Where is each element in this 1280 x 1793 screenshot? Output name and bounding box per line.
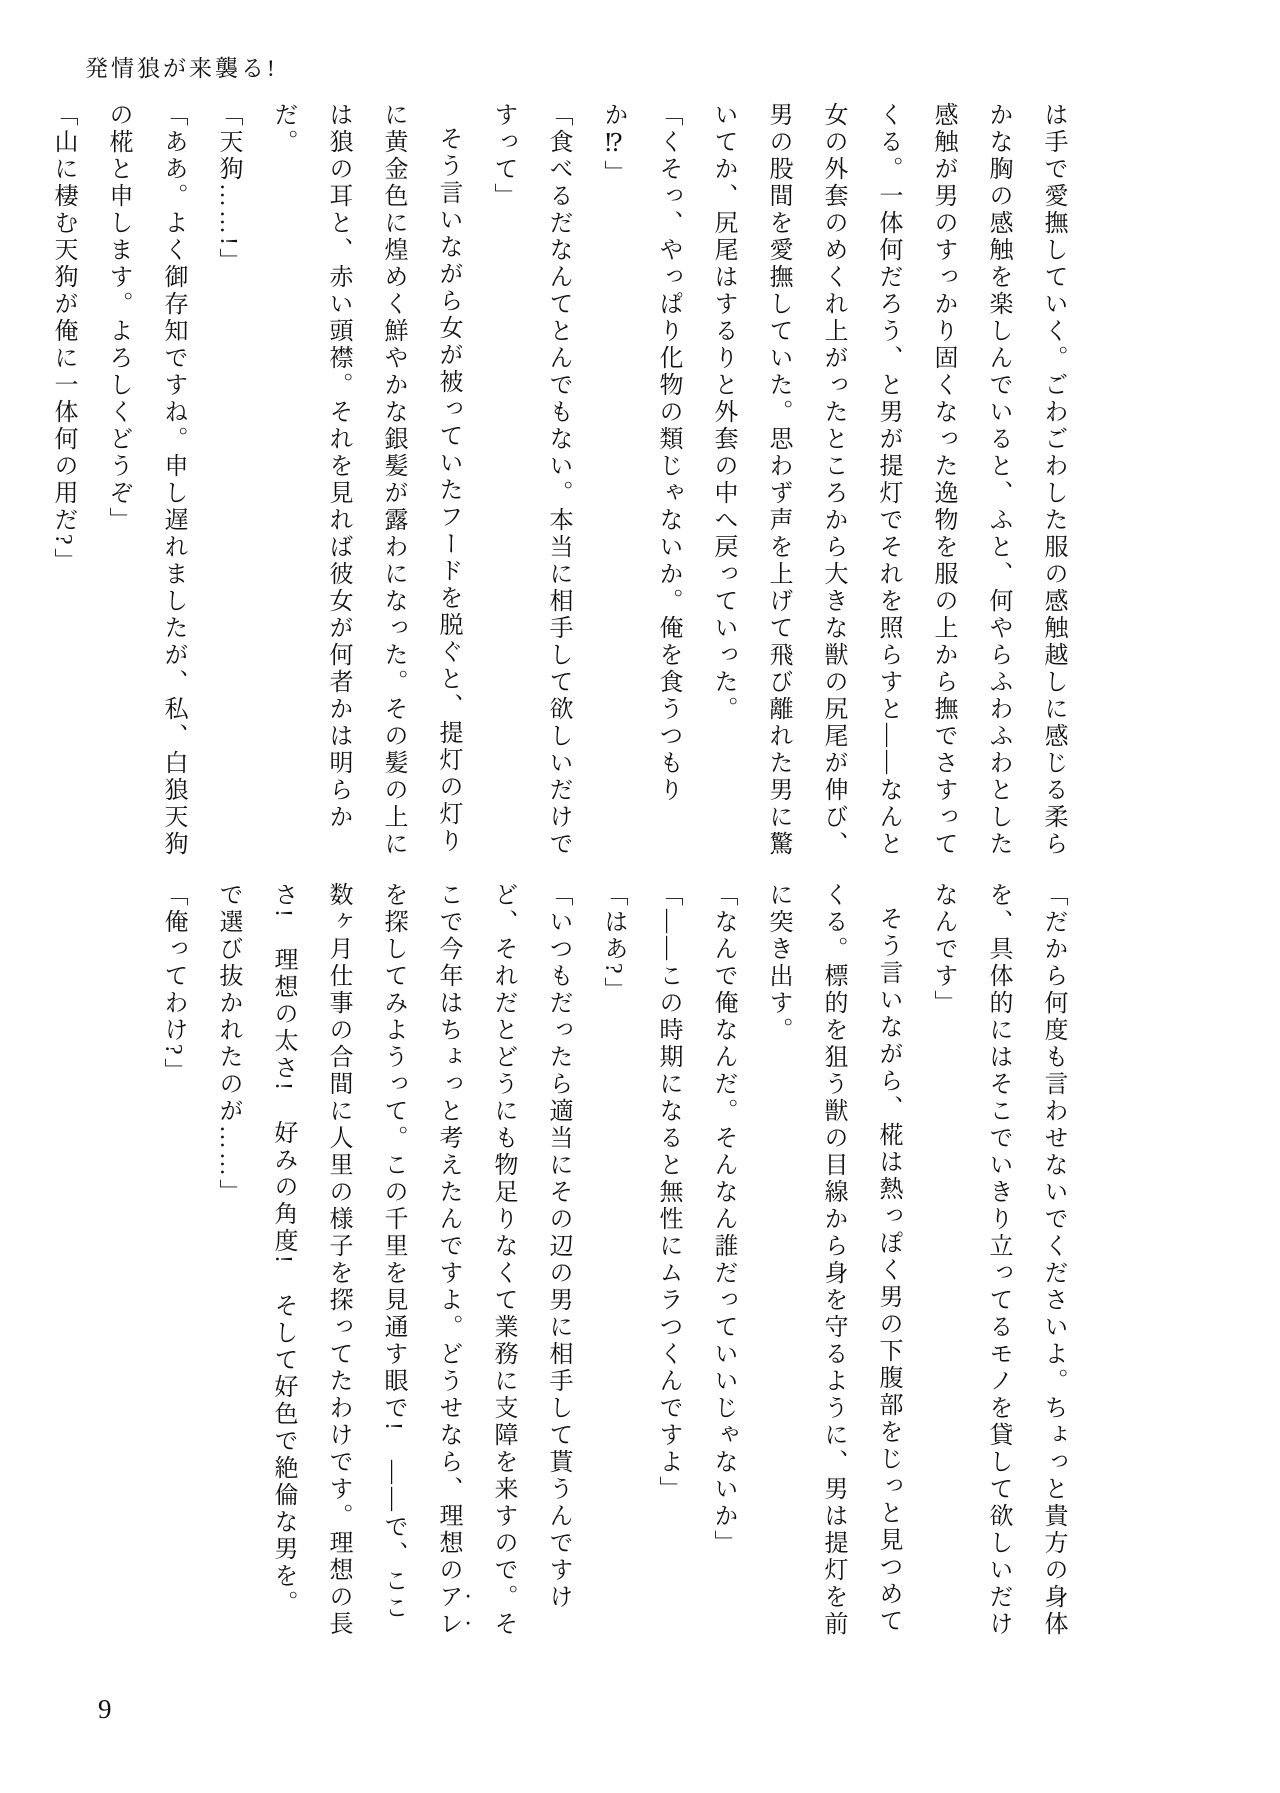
dialogue-text-pre: 「いつもだったら適当にその辺の男に相手して貰うんですけど、それだとどうにも物足りなくて業務に支障を来すので。そこで今年はちょっと考えたんですよ。どうせなら、理想の: [435, 882, 571, 1638]
paragraph-dialogue: 「山に棲む天狗が俺に一体何の用だ?」: [50, 102, 76, 575]
paragraph-dialogue: 「だから何度も言わせないでくださいよ。ちょっと貴方の身体を、具体的にはそこでいきり立ってるモノを貸して欲しいだけなんです」: [930, 882, 1066, 1638]
paragraph-dialogue: [200, 882, 585, 1640]
paragraph-dialogue: 「俺ってわけ?」: [160, 882, 186, 1085]
text-block-upper: [35, 102, 1080, 860]
page-number: 9: [98, 1694, 112, 1724]
header-title: 発情狼が来襲る!: [85, 56, 278, 81]
text-block-lower: [145, 882, 1080, 1640]
paragraph-dialogue: 「――この時期になると無性にムラつくんですよ」: [655, 882, 681, 1503]
paragraph-dialogue: 「天狗……!」: [215, 102, 241, 275]
paragraph-narrative: は手で愛撫していく。ごわごわした服の感触越しに感じる柔らかな胸の感触を楽しんでいると、ふと、何やらふわふわとした感触が男のすっかり固くなった逸物を服の上から撫でさすってくる。一体何だろう、と男が提灯でそれを照らすと――なんと女の外套のめくれ上がったところから大きな獣の尻尾が伸び、男の股間を愛撫していた。思わず声を上げて飛び離れた男に驚いてか、尻尾はするりと外套の中へ戻っていった。: [710, 102, 1066, 858]
paragraph-dialogue: 「ああ。よく御存知ですね。申し遅れましたが、私、白狼天狗の椛と申します。よろしくどうぞ」: [105, 102, 186, 858]
emphasized-word: アレ: [435, 1584, 461, 1638]
paragraph-dialogue: 「食べるだなんてとんでもない。本当に相手して欲しいだけですって」: [490, 102, 571, 858]
running-header: [85, 50, 278, 83]
dialogue-text-post: を探してみようって。この千里を見通す眼で! ――で、ここ数ヶ月仕事の合間に人里の様子を探ってたわけです。理想の長さ! 理想の太さ! 好みの角度! そして好色で絶倫な男を。で選び抜かれたのが……」: [215, 882, 406, 1638]
paragraph-narrative: そう言いながら女が被っていたフードを脱ぐと、提灯の灯りに黄金色に煌めく鮮やかな銀髪が露わになった。その髪の上には狼の耳と、赤い頭襟。それを見れば彼女が何者かは明らかだ。: [270, 102, 461, 858]
paragraph-dialogue: 「くそっ、やっぱり化物の類じゃないか。俺を食うつもりか⁉」: [600, 102, 681, 804]
paragraph-narrative: そう言いながら、椛は熱っぽく男の下腹部をじっと見つめてくる。標的を狙う獣の目線から身を守るように、男は提灯を前に突き出す。: [765, 882, 901, 1638]
paragraph-dialogue: 「はあ?」: [600, 882, 626, 1004]
paragraph-dialogue: 「なんで俺なんだ。そんなん誰だっていいじゃないか」: [710, 882, 736, 1557]
